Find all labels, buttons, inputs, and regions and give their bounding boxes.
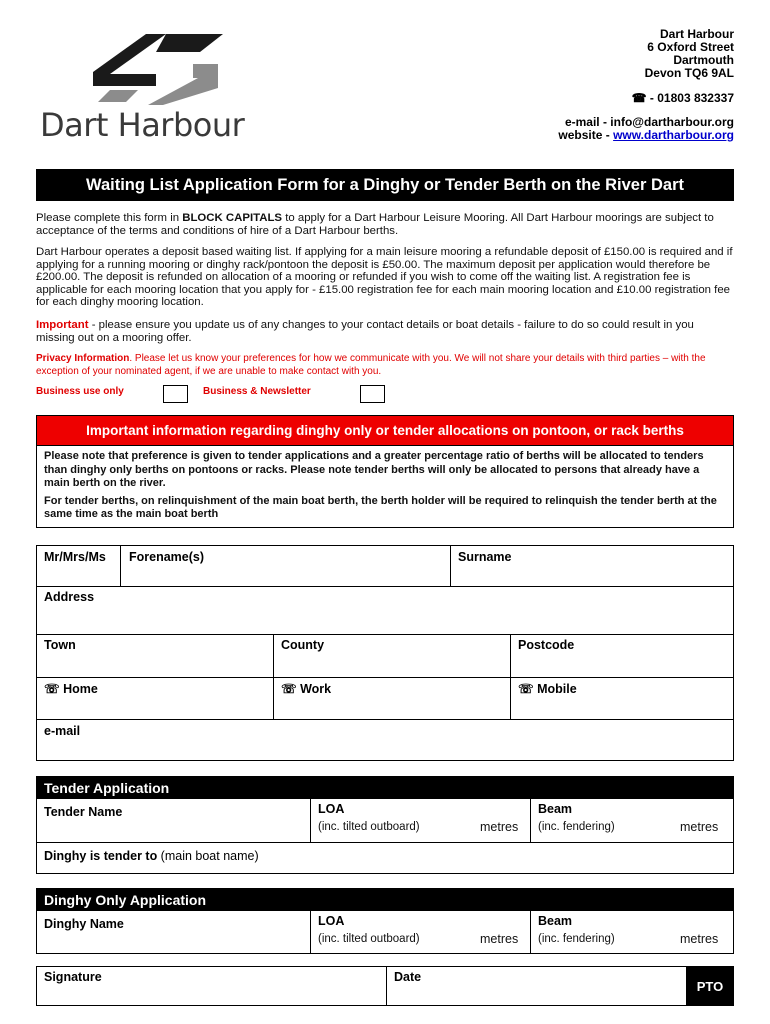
postcode-field[interactable]: Postcode <box>518 638 575 652</box>
intro-paragraph-1 <box>36 212 734 237</box>
main-boat-name-hint: (main boat name) <box>157 849 259 863</box>
home-phone-field[interactable]: ☏ Home <box>44 682 98 696</box>
tender-loa-label: LOA <box>318 802 345 816</box>
website-label: website - <box>558 128 614 142</box>
important-text: - please ensure you update us of any changes to your contact details or boat details - failure to do so could result in you missing out on a mooring offer. <box>36 319 694 344</box>
privacy-label: Privacy Information <box>36 353 130 364</box>
title-field[interactable]: Mr/Mrs/Ms <box>44 550 106 564</box>
divider <box>273 634 274 719</box>
tender-loa-unit: metres <box>480 820 519 834</box>
info-body <box>36 445 734 528</box>
dinghy-beam-note: (inc. fendering) <box>538 933 615 945</box>
tender-application-heading: Tender Application <box>36 777 450 799</box>
divider <box>450 545 451 586</box>
info-text-1: Please note that preference is given to tender applications and a greater percentage ratio of berths will be allocated to tenders than dinghy only berths on pontoons or racks. Please note tender berths will only be allocated to persons that already have a main berth on the river. <box>44 450 704 489</box>
dinghy-is-tender-label: Dinghy is tender to <box>44 849 158 863</box>
phone-number: ☎ - 01803 832337 <box>631 91 734 105</box>
dinghy-application-heading: Dinghy Only Application <box>36 889 450 911</box>
divider <box>36 719 734 720</box>
dinghy-heading-bar <box>450 889 734 911</box>
divider <box>310 799 311 842</box>
address-block <box>558 28 734 142</box>
dinghy-loa-unit: metres <box>480 932 519 946</box>
divider <box>36 677 734 678</box>
address-line: Devon TQ6 9AL <box>644 66 734 80</box>
address-line: Dartmouth <box>673 53 734 67</box>
divider <box>386 966 387 1006</box>
divider <box>36 634 734 635</box>
divider <box>310 911 311 954</box>
important-label: Important <box>36 319 89 331</box>
divider <box>530 799 531 842</box>
tender-beam-unit: metres <box>680 820 719 834</box>
personal-details-grid <box>36 545 734 761</box>
dinghy-beam-unit: metres <box>680 932 719 946</box>
block-capitals-emphasis: BLOCK CAPITALS <box>182 212 283 224</box>
address-field[interactable]: Address <box>44 590 95 604</box>
signature-row <box>36 966 734 1006</box>
tender-loa-note: (inc. tilted outboard) <box>318 821 420 833</box>
form-title: Waiting List Application Form for a Dinghy or Tender Berth on the River Dart <box>36 169 734 201</box>
website-link[interactable]: www.dartharbour.org <box>613 128 734 142</box>
info-text-2: For tender berths, on relinquishment of the main boat berth, the berth holder will be required to relinquish the tender berth at the same time as the main boat berth <box>44 494 717 520</box>
forename-field[interactable]: Forename(s) <box>129 550 205 564</box>
privacy-text: . Please let us know your preferences for how we communicate with you. We will not share your details with third parties – with the exception of your nominated agent, if we are unable to make contact with you. <box>36 353 706 377</box>
website-contact <box>558 129 734 142</box>
town-field[interactable]: Town <box>44 638 76 652</box>
divider <box>530 911 531 954</box>
dinghy-is-tender-to-field[interactable] <box>44 849 259 863</box>
signature-field[interactable]: Signature <box>44 970 102 984</box>
address-line: Dart Harbour <box>659 27 734 41</box>
work-phone-field[interactable]: ☏ Work <box>281 682 332 696</box>
logo-wordmark: Dart Harbour <box>40 106 245 144</box>
dinghy-loa-label: LOA <box>318 914 345 928</box>
important-paragraph <box>36 319 734 344</box>
business-use-only-label: Business use only <box>36 386 124 397</box>
pto-label: PTO <box>686 966 734 1006</box>
business-use-only-checkbox[interactable] <box>163 385 188 403</box>
date-field[interactable]: Date <box>394 970 422 984</box>
divider <box>120 545 121 586</box>
business-newsletter-checkbox[interactable] <box>360 385 385 403</box>
deposit-paragraph: Dart Harbour operates a deposit based waiting list. If applying for a main leisure mooring a refundable deposit of £150.00 is required and if applying for a running mooring or dinghy rack/pontoon the deposit is £50.00. The maximum deposit per application would therefore be £200.00. The deposit is refunded on allocation of a mooring or refunded if you wish to come off the waiting list. A registration fee is applicable for each mooring location that you apply for - £15.00 registration fee for each main mooring location and £10.00 registration fee for each dinghy mooring location. <box>36 246 733 309</box>
tender-name-field[interactable]: Tender Name <box>44 805 123 819</box>
email-contact: e-mail - info@dartharbour.org <box>564 115 734 129</box>
surname-field[interactable]: Surname <box>458 550 512 564</box>
tender-beam-label: Beam <box>538 802 573 816</box>
mobile-phone-field[interactable]: ☏ Mobile <box>518 682 577 696</box>
dinghy-beam-label: Beam <box>538 914 573 928</box>
info-heading: Important information regarding dinghy only or tender allocations on pontoon, or rack berths <box>36 415 734 445</box>
divider <box>36 842 734 843</box>
intro-text: Please complete this form in <box>36 212 183 224</box>
business-newsletter-label: Business & Newsletter <box>203 386 311 397</box>
divider <box>36 586 734 587</box>
county-field[interactable]: County <box>281 638 325 652</box>
dinghy-loa-note: (inc. tilted outboard) <box>318 933 420 945</box>
dinghy-name-field[interactable]: Dinghy Name <box>44 917 124 931</box>
intro-text: to apply for a Dart Harbour Leisure Mooring. All Dart Harbour moorings are subject to acceptance of the terms and conditions of hire of a Dart Harbour berths. <box>36 212 714 237</box>
email-field[interactable]: e-mail <box>44 724 81 738</box>
tender-beam-note: (inc. fendering) <box>538 821 615 833</box>
tender-heading-bar <box>450 777 734 799</box>
privacy-paragraph <box>36 352 734 378</box>
divider <box>510 634 511 719</box>
address-line: 6 Oxford Street <box>647 40 734 54</box>
